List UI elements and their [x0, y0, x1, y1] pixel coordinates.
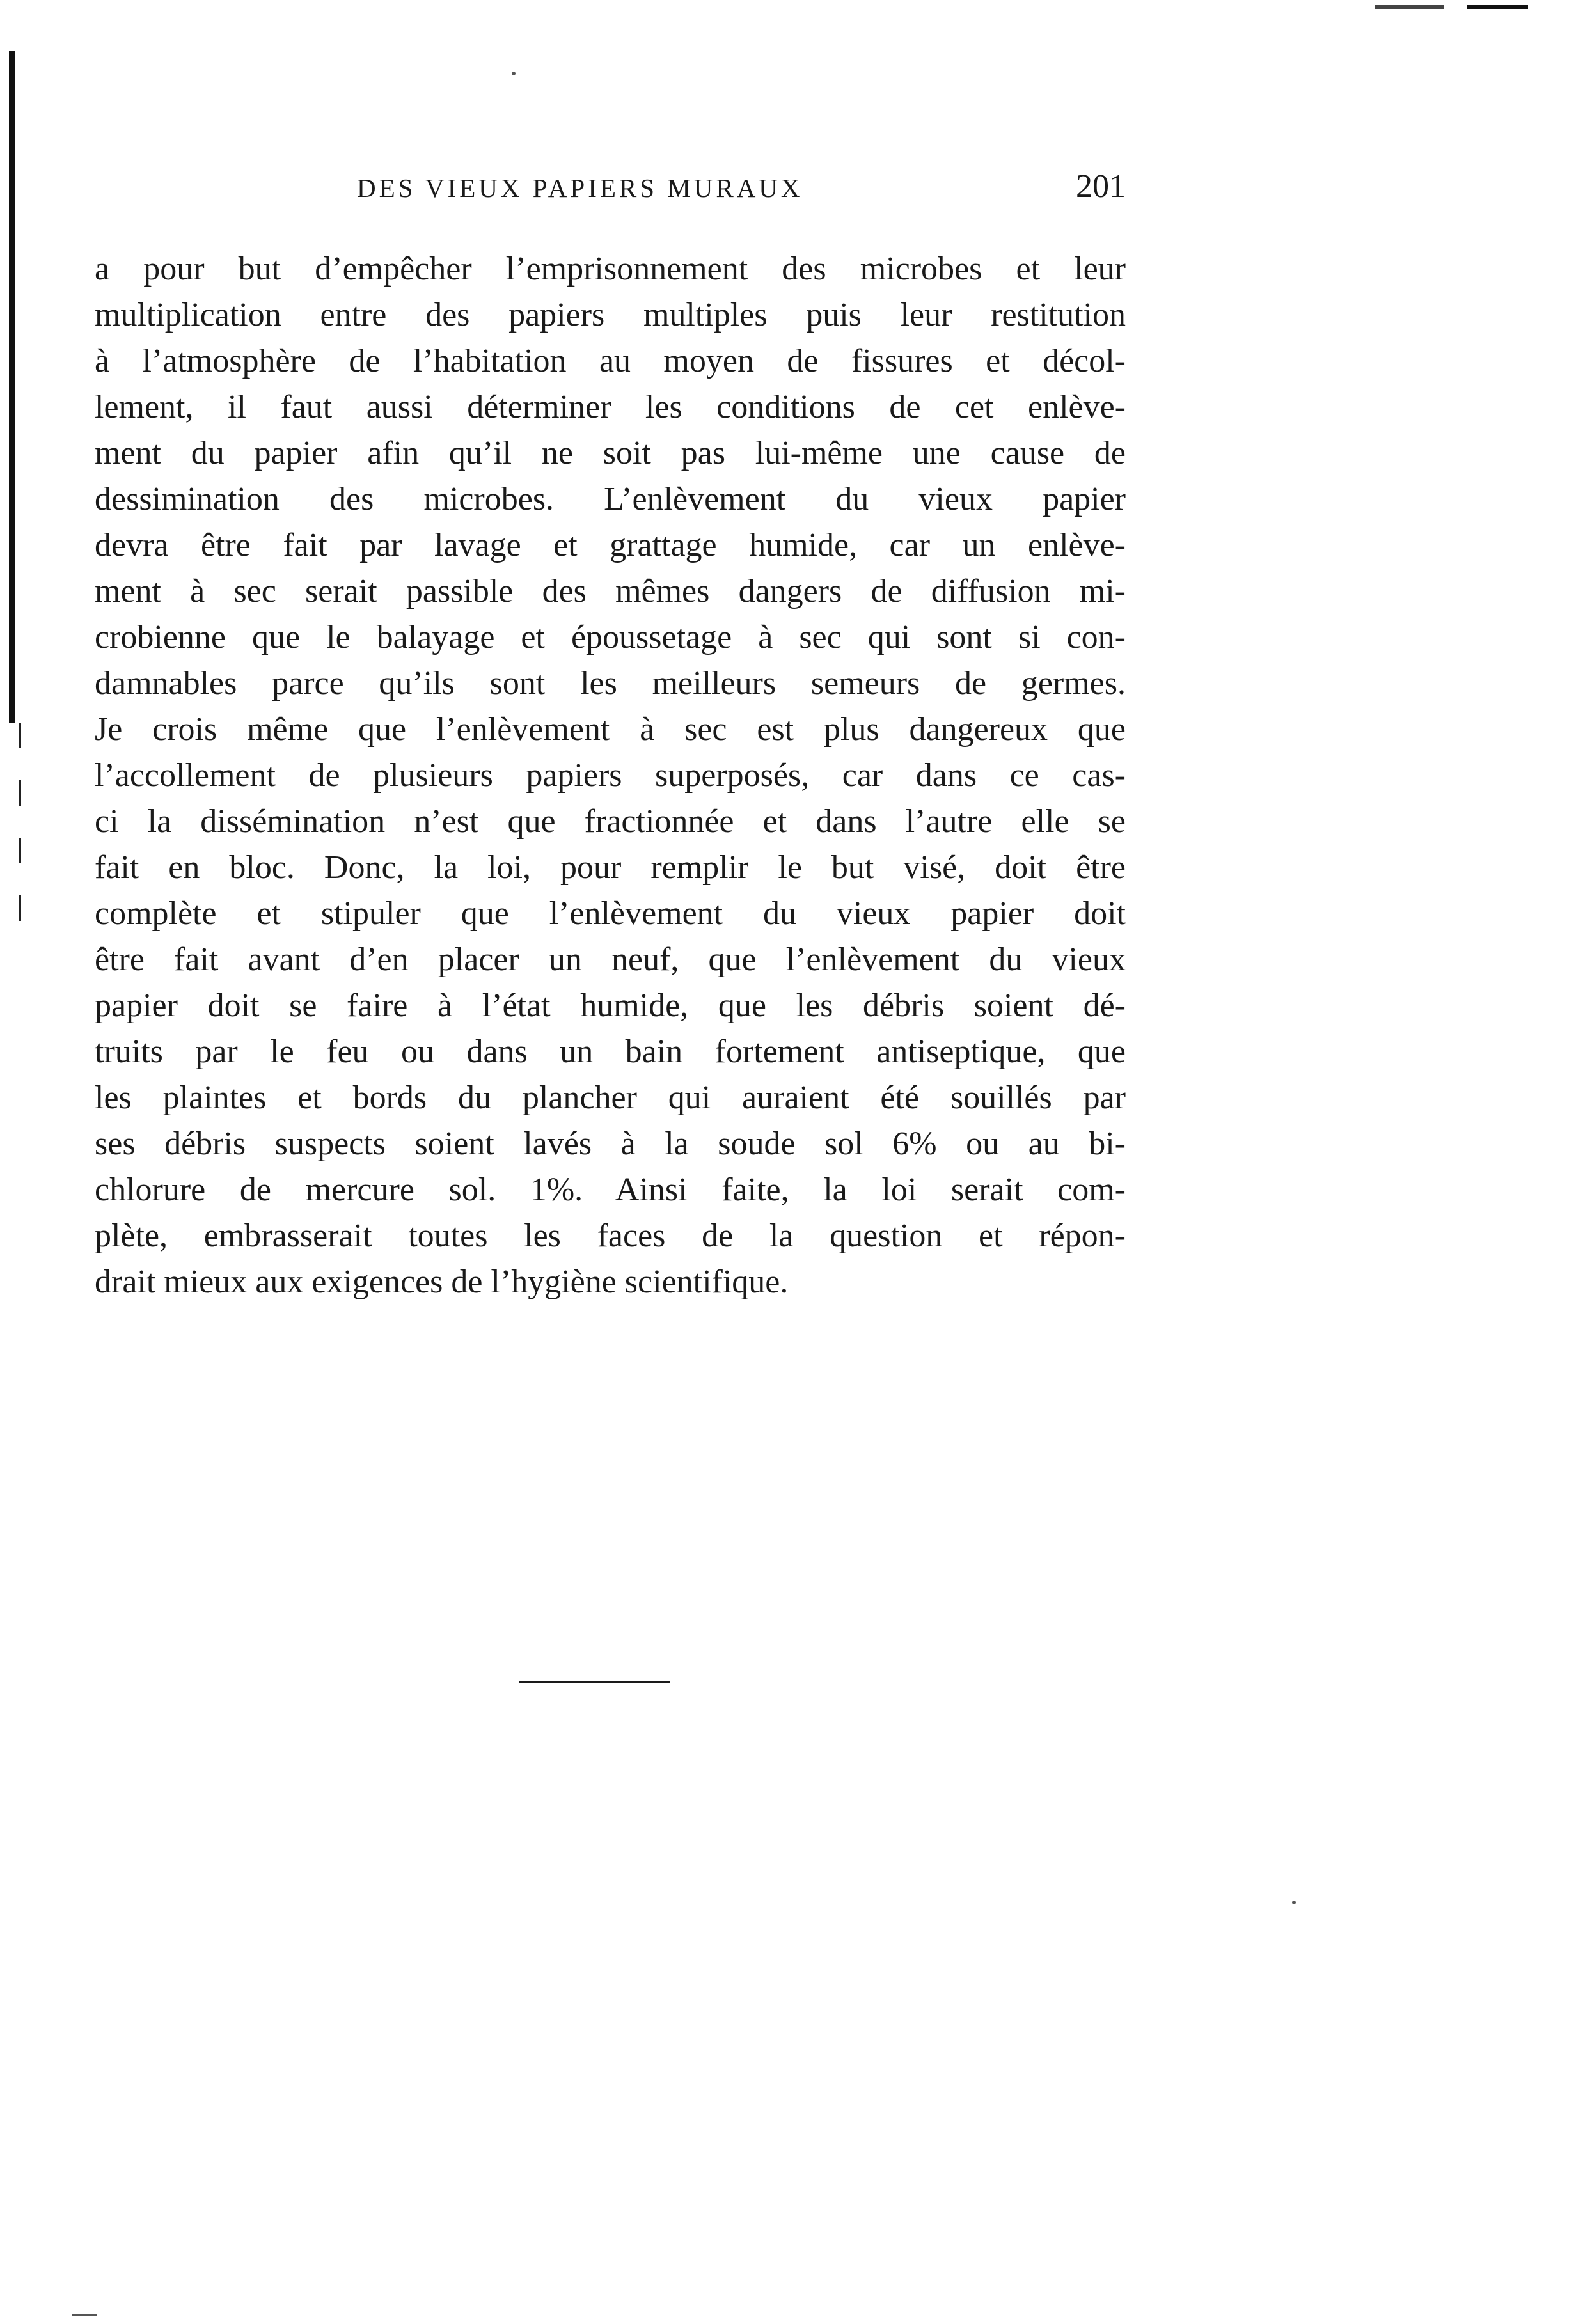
body-text: [95, 246, 1126, 1305]
scan-top-marks: [1375, 5, 1528, 9]
text-line: dessimination des microbes. L’enlèvement du vieux papier: [95, 481, 1126, 517]
text-line: lement, il faut aussi déterminer les conditions de cet enlève-: [95, 389, 1126, 425]
text-line: Je crois même que l’enlèvement à sec est plus dangereux que: [95, 711, 1126, 748]
text-line: chlorure de mercure sol. 1%. Ainsi faite, la loi serait com-: [95, 1172, 1126, 1208]
text-line: papier doit se faire à l’état humide, que les débris soient dé-: [95, 987, 1126, 1024]
scan-speck: [1292, 1901, 1296, 1904]
page-number: 201: [1076, 168, 1126, 205]
text-line: fait en bloc. Donc, la loi, pour remplir le but visé, doit être: [95, 849, 1126, 886]
text-line: ment du papier afin qu’il ne soit pas lui-même une cause de: [95, 435, 1126, 471]
text-line: ment à sec serait passible des mêmes dangers de diffusion mi-: [95, 573, 1126, 609]
text-line: être fait avant d’en placer un neuf, que l’enlèvement du vieux: [95, 941, 1126, 978]
text-line: plète, embrasserait toutes les faces de la question et répon-: [95, 1218, 1126, 1254]
text-line: les plaintes et bords du plancher qui auraient été souillés par: [95, 1080, 1126, 1116]
text-line: l’accollement de plusieurs papiers superposés, car dans ce cas-: [95, 757, 1126, 794]
text-line: a pour but d’empêcher l’emprisonnement des microbes et leur: [95, 251, 1126, 287]
text-line: crobienne que le balayage et époussetage à sec qui sont si con-: [95, 619, 1126, 656]
text-line-last: drait mieux aux exigences de l’hygiène scientifique.: [95, 1264, 789, 1300]
text-line: devra être fait par lavage et grattage humide, car un enlève-: [95, 527, 1126, 563]
scan-speck: [72, 2314, 97, 2316]
text-line: à l’atmosphère de l’habitation au moyen de fissures et décol-: [95, 343, 1126, 379]
text-line: complète et stipuler que l’enlèvement du vieux papier doit: [95, 895, 1126, 932]
scan-speck: [512, 72, 516, 75]
text-line: ses débris suspects soient lavés à la soude sol 6% ou au bi-: [95, 1126, 1126, 1162]
end-rule: [519, 1681, 670, 1683]
running-title: DES VIEUX PAPIERS MURAUX: [357, 173, 803, 203]
text-line: multiplication entre des papiers multiples puis leur restitution: [95, 297, 1126, 333]
text-line: truits par le feu ou dans un bain fortement antiseptique, que: [95, 1033, 1126, 1070]
text-line: ci la dissémination n’est que fractionnée et dans l’autre elle se: [95, 803, 1126, 840]
scan-edge-artifact: [9, 51, 15, 723]
scan-edge-artifact-thin: [19, 723, 21, 953]
text-line: damnables parce qu’ils sont les meilleurs semeurs de germes.: [95, 665, 1126, 702]
